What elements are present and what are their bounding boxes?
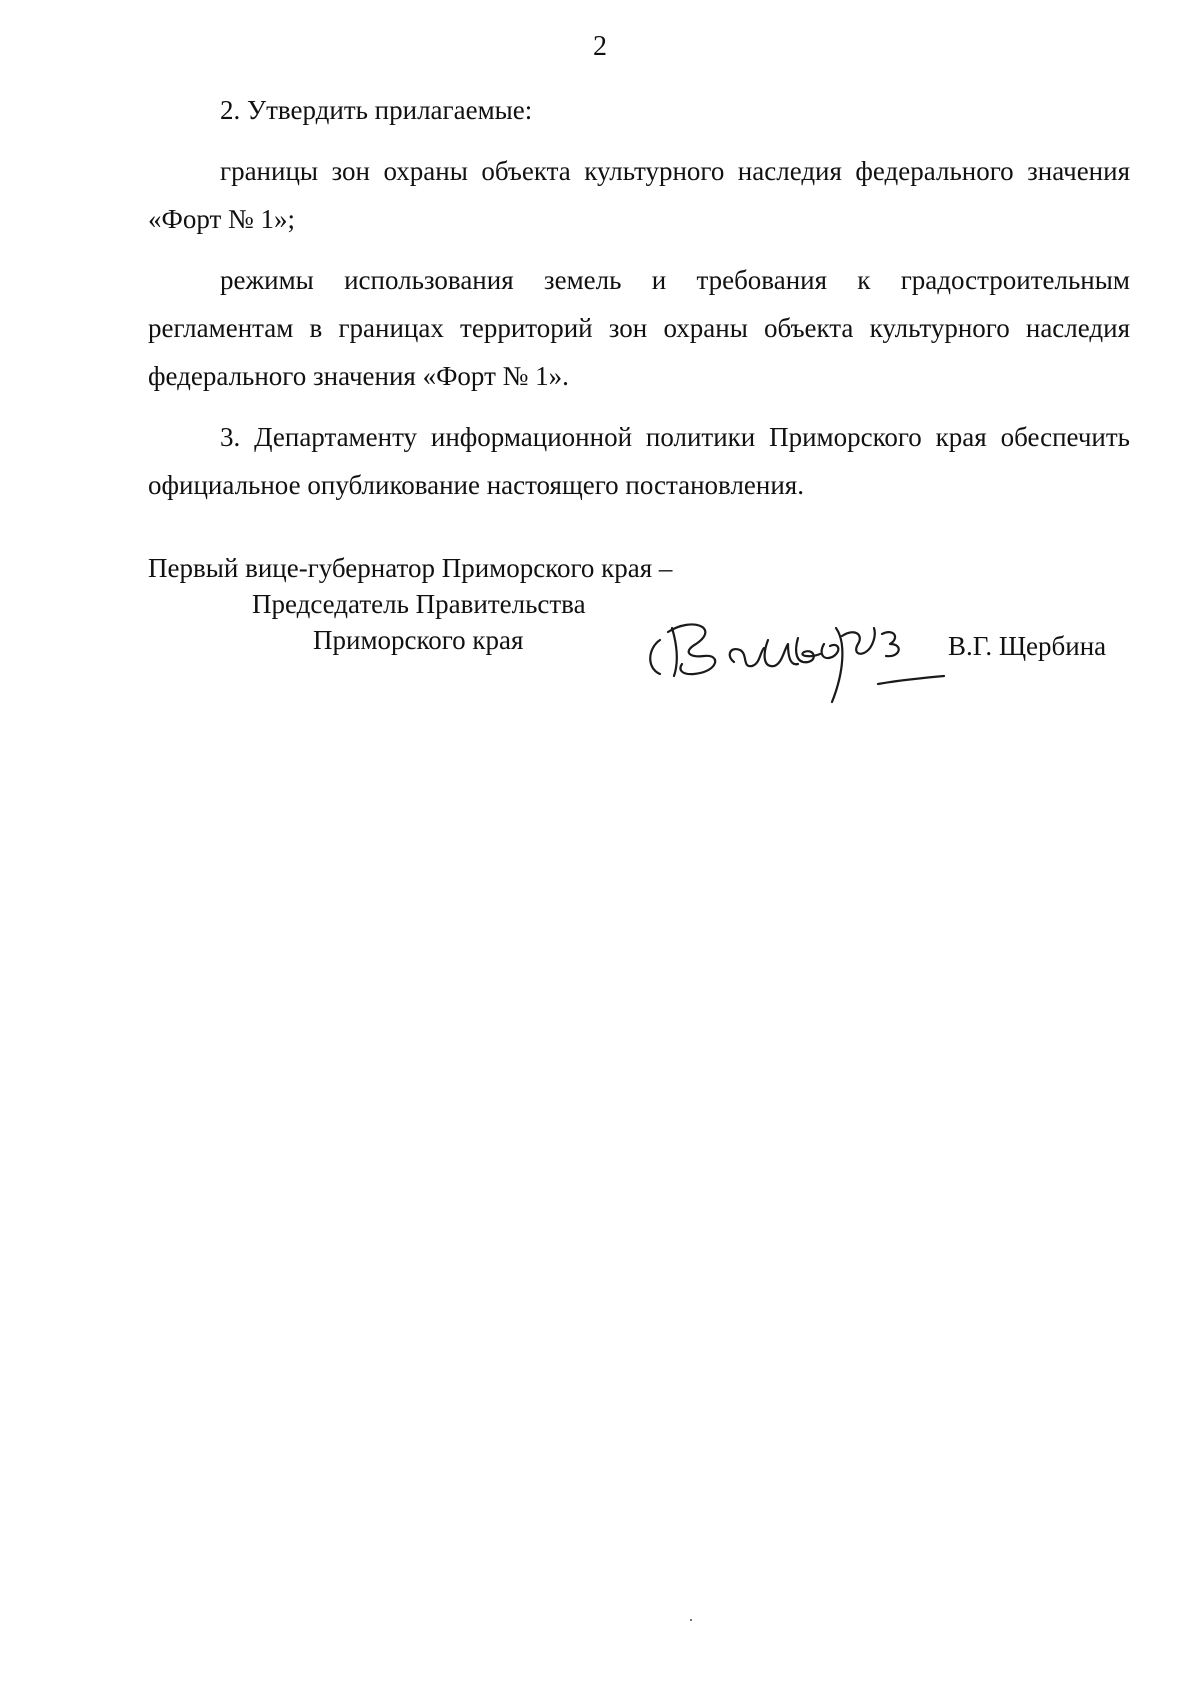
signatory-title-line-1: Первый вице-губернатор Приморского края – [148,553,673,583]
paragraph-land-use-regimes: режимы использования земель и требования к градостроительным регламентам в границах территорий зон охраны объекта культурного наследия федерального значения «Форт № 1». [148,265,1130,391]
handwritten-signature [638,598,948,708]
scan-speck [690,1619,692,1621]
signatory-name: В.Г. Щербина [948,631,1107,661]
signatory-title-line-3: Приморского края [313,625,524,655]
signature-block [148,550,1138,690]
document-body [148,86,1130,509]
signatory-title-line-2: Председатель Правительства [252,589,586,619]
paragraph-zone-boundaries: границы зон охраны объекта культурного наследия федерального значения «Форт № 1»; [148,156,1130,234]
page-number: 2 [593,31,607,62]
paragraph-approve: 2. Утвердить прилагаемые: [220,95,533,125]
paragraph-publication: 3. Департаменту информационной политики Приморского края обеспечить официальное опубликование настоящего постановления. [148,422,1130,500]
